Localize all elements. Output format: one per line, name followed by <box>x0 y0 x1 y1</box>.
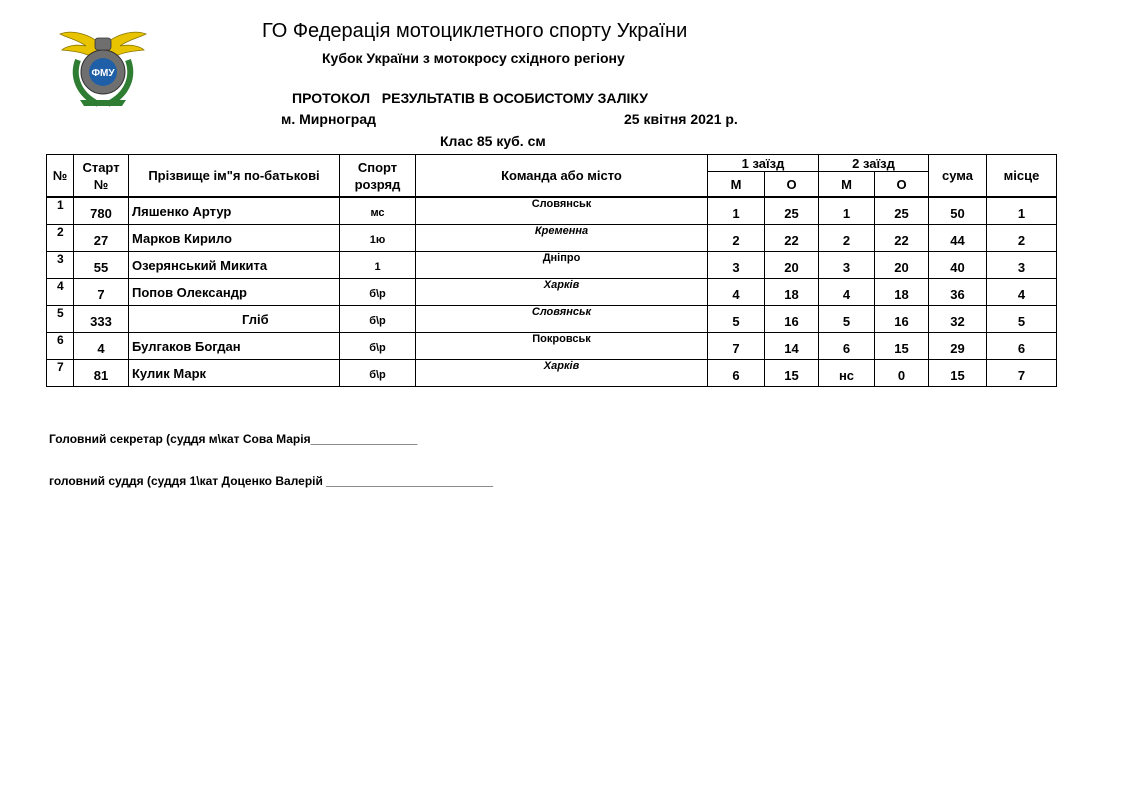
race2-o: 25 <box>875 197 929 225</box>
rider-name: Попов Олександр <box>129 279 340 306</box>
start-number: 4 <box>74 333 129 360</box>
team-city: Дніпро <box>416 252 708 279</box>
header-race2-o: О <box>875 172 929 198</box>
race1-m: 5 <box>708 306 765 333</box>
race1-m: 7 <box>708 333 765 360</box>
sport-rank: 1ю <box>340 225 416 252</box>
sport-rank: 1 <box>340 252 416 279</box>
rider-name: Кулик Марк <box>129 360 340 387</box>
race1-m: 1 <box>708 197 765 225</box>
event-date: 25 квітня 2021 р. <box>624 111 738 127</box>
table-row <box>47 306 1057 333</box>
total-sum: 29 <box>929 333 987 360</box>
race2-m: 5 <box>819 306 875 333</box>
team-city: Словянськ <box>416 306 708 333</box>
start-number: 780 <box>74 197 129 225</box>
race2-o: 22 <box>875 225 929 252</box>
race2-o: 20 <box>875 252 929 279</box>
start-number: 81 <box>74 360 129 387</box>
table-row <box>47 333 1057 360</box>
row-num: 7 <box>47 360 74 387</box>
header-team: Команда або місто <box>416 155 708 198</box>
sport-rank: б\р <box>340 306 416 333</box>
header-name: Прізвище ім"я по-батькові <box>129 155 340 198</box>
header-rank: Спорт розряд <box>340 155 416 198</box>
final-place: 1 <box>987 197 1057 225</box>
federation-logo <box>58 24 148 108</box>
row-num: 5 <box>47 306 74 333</box>
row-num: 1 <box>47 197 74 225</box>
row-num: 3 <box>47 252 74 279</box>
race2-m: 2 <box>819 225 875 252</box>
final-place: 6 <box>987 333 1057 360</box>
total-sum: 32 <box>929 306 987 333</box>
start-number: 333 <box>74 306 129 333</box>
header-sum: сума <box>929 155 987 198</box>
start-number: 55 <box>74 252 129 279</box>
race1-o: 25 <box>765 197 819 225</box>
race2-m: 3 <box>819 252 875 279</box>
header-race1: 1 заїзд <box>708 155 819 172</box>
race1-m: 6 <box>708 360 765 387</box>
class-label: Клас 85 куб. см <box>440 133 546 149</box>
final-place: 2 <box>987 225 1057 252</box>
race1-m: 4 <box>708 279 765 306</box>
header-race1-o: О <box>765 172 819 198</box>
sport-rank: мс <box>340 197 416 225</box>
results-table <box>46 154 1057 387</box>
final-place: 3 <box>987 252 1057 279</box>
race1-m: 3 <box>708 252 765 279</box>
total-sum: 36 <box>929 279 987 306</box>
final-place: 7 <box>987 360 1057 387</box>
race1-m: 2 <box>708 225 765 252</box>
event-city: м. Мирноград <box>281 111 377 127</box>
logo-text: ФМУ <box>91 68 115 79</box>
sport-rank: б\р <box>340 333 416 360</box>
logo-emblem-icon <box>58 24 148 108</box>
header-race2-m: М <box>819 172 875 198</box>
final-place: 4 <box>987 279 1057 306</box>
race2-o: 18 <box>875 279 929 306</box>
row-num: 4 <box>47 279 74 306</box>
rider-name: Гліб <box>129 306 340 333</box>
rider-name: Ляшенко Артур <box>129 197 340 225</box>
race2-m: 1 <box>819 197 875 225</box>
header-num: № <box>47 155 74 198</box>
race2-m: 6 <box>819 333 875 360</box>
total-sum: 44 <box>929 225 987 252</box>
table-row <box>47 252 1057 279</box>
table-row <box>47 225 1057 252</box>
race1-o: 16 <box>765 306 819 333</box>
team-city: Кременна <box>416 225 708 252</box>
race2-m: 4 <box>819 279 875 306</box>
total-sum: 40 <box>929 252 987 279</box>
results-body <box>47 197 1057 387</box>
row-num: 6 <box>47 333 74 360</box>
team-city: Харків <box>416 360 708 387</box>
race2-o: 16 <box>875 306 929 333</box>
organization-title: ГО Федерація мотоциклетного спорту України <box>262 20 688 42</box>
total-sum: 15 <box>929 360 987 387</box>
race1-o: 14 <box>765 333 819 360</box>
team-city: Покровськ <box>416 333 708 360</box>
cup-title: Кубок України з мотокросу східного регіону <box>322 50 625 66</box>
team-city: Словянськ <box>416 197 708 225</box>
protocol-title: ПРОТОКОЛ РЕЗУЛЬТАТІВ В ОСОБИСТОМУ ЗАЛІКУ <box>292 90 649 106</box>
team-city: Харків <box>416 279 708 306</box>
rider-name: Булгаков Богдан <box>129 333 340 360</box>
judge-signature-line: головний суддя (суддя 1\кат Доценко Валерій _________________________ <box>49 474 494 488</box>
start-number: 27 <box>74 225 129 252</box>
header-race2: 2 заїзд <box>819 155 929 172</box>
table-row <box>47 197 1057 225</box>
race1-o: 18 <box>765 279 819 306</box>
race2-o: 15 <box>875 333 929 360</box>
sport-rank: б\р <box>340 279 416 306</box>
table-row <box>47 360 1057 387</box>
header-place: місце <box>987 155 1057 198</box>
race1-o: 15 <box>765 360 819 387</box>
start-number: 7 <box>74 279 129 306</box>
header-start: Старт № <box>74 155 129 198</box>
secretary-signature-line: Головний секретар (суддя м\кат Сова Марія________________ <box>49 432 418 446</box>
total-sum: 50 <box>929 197 987 225</box>
race2-m: нс <box>819 360 875 387</box>
row-num: 2 <box>47 225 74 252</box>
table-row <box>47 279 1057 306</box>
sport-rank: б\р <box>340 360 416 387</box>
final-place: 5 <box>987 306 1057 333</box>
header-race1-m: М <box>708 172 765 198</box>
rider-name: Марков Кирило <box>129 225 340 252</box>
race1-o: 22 <box>765 225 819 252</box>
race2-o: 0 <box>875 360 929 387</box>
race1-o: 20 <box>765 252 819 279</box>
rider-name: Озерянський Микита <box>129 252 340 279</box>
